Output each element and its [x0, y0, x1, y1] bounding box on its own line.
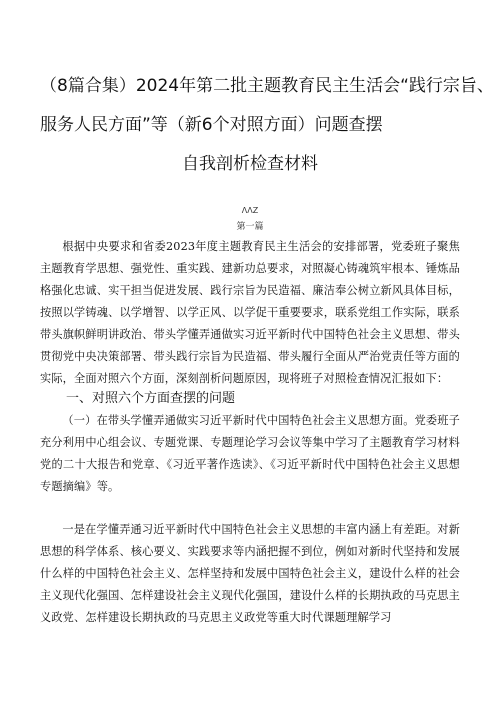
body-paragraph-2: 一是在学懂弄通习近平新时代中国特色社会主义思想的丰富内涵上有差距。对新思想的科学体系、核心要义、实践要求等内涵把握不到位，例如对新时代坚持和发展什么样的中国特色社会主义、怎样坚持和发展中国特色社会主义，建设什么样的社会主义现代化强国、怎样建设社会主义现代化强国，建设什么样的长期执政的马克思主义政党、怎样建设长期执政的马克思主义政党等重大时代课题理解学习 — [40, 523, 460, 624]
document-title-line-2: 服务人民方面”等（新6个对照方面）问题查摆 — [40, 115, 383, 135]
body-paragraph-1: （一）在带头学懂弄通做实习近平新时代中国特色社会主义思想方面。党委班子充分利用中心组会议、专题党课、专题理论学习会议等集中学习了主题教育学习材料党的二十大报告和党章、《习近平著作选读》、《习近平新时代中国特色社会主义思想专题摘编》等。 — [40, 414, 460, 493]
intro-paragraph: 根据中央要求和省委2023年度主题教育民主生活会的安排部署，党委班子聚焦主题教育学思想、强党性、重实践、建新功总要求，对照凝心铸魂筑牢根本、锤炼品格强化忠诚、实干担当促进发展、践行宗旨为民造福、廉洁奉公树立新风具体目标，按照以学铸魂、以学增智、以学正风、以学促干重要要求，联系党组工作实际，联系带头旗帜鲜明讲政治、带头学懂弄通做实习近平新时代中国特色社会主义思想、带头贯彻党中央决策部署、带头践行宗旨为民造福、带头履行全面从严治党责任等方面的实际，全面对照六个方面，深刻剖析问题原因，现将班子对照检查情况汇报如下： — [40, 240, 460, 385]
document-title-line-1: （8篇合集）2024年第二批主题教育民主生活会“践行宗旨、 — [40, 76, 494, 96]
section-heading: 一、对照六个方面查摆的问题 — [66, 391, 236, 406]
document-title-line-3: 自我剖析检查材料 — [182, 154, 318, 174]
section-marker: ΛΛΖ — [241, 206, 259, 215]
section-label: 第一篇 — [236, 222, 264, 232]
